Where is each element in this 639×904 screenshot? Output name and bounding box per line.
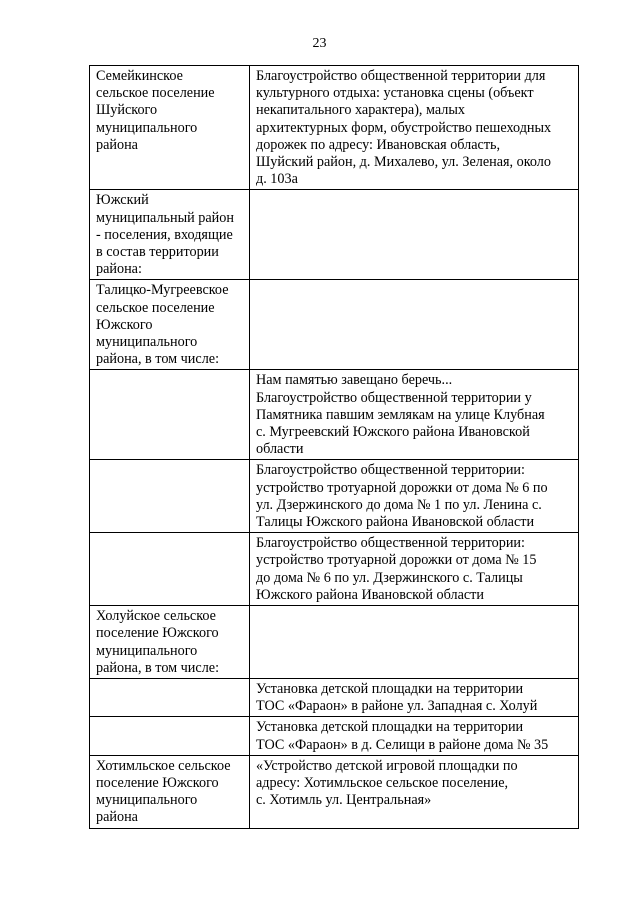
page-number: 23 [312,36,327,51]
settlement-cell [90,717,250,755]
table-row [90,678,579,716]
settlement-cell [90,460,250,533]
settlement-cell: Холуйское сельское поселение Южского муниципального района, в том числе: [90,606,250,679]
table-row [90,370,579,460]
settlement-cell: Талицко-Мугреевское сельское поселение Южского муниципального района, в том числе: [90,280,250,370]
settlement-cell: Хотимльское сельское поселение Южского муниципального района [90,755,250,828]
table-row [90,280,579,370]
table-row [90,190,579,280]
table-row [90,755,579,828]
settlement-cell [90,678,250,716]
project-cell: «Устройство детской игровой площадки по адресу: Хотимльское сельское поселение, с. Хотимль ул. Центральная» [250,755,579,828]
project-cell [250,280,579,370]
project-cell: Установка детской площадки на территории ТОС «Фараон» в д. Селищи в районе дома № 35 [250,717,579,755]
table-row [90,66,579,190]
project-cell: Благоустройство общественной территории: устройство тротуарной дорожки от дома № 15 до дома № 6 по ул. Дзержинского с. Талицы Южского района Ивановской области [250,533,579,606]
settlement-cell [90,370,250,460]
table-row [90,606,579,679]
project-cell: Благоустройство общественной территории: устройство тротуарной дорожки от дома № 6 по ул. Дзержинского до дома № 1 по ул. Ленина с. Талицы Южского района Ивановской области [250,460,579,533]
table-row [90,717,579,755]
project-cell: Благоустройство общественной территории для культурного отдыха: установка сцены (объект некапитального характера), малых архитектурных форм, обустройство пешеходных дорожек по адресу: Ивановская область, Шуйский район, д. Михалево, ул. Зеленая, около д. 103а [250,66,579,190]
project-cell [250,606,579,679]
project-cell: Нам памятью завещано беречь... Благоустройство общественной территории у Памятника павшим землякам на улице Клубная с. Мугреевский Южского района Ивановской области [250,370,579,460]
settlement-cell: Южский муниципальный район - поселения, входящие в состав территории района: [90,190,250,280]
territory-table [89,65,579,829]
settlement-cell [90,533,250,606]
project-cell: Установка детской площадки на территории ТОС «Фараон» в районе ул. Западная с. Холуй [250,678,579,716]
project-cell [250,190,579,280]
table-row [90,460,579,533]
settlement-cell: Семейкинское сельское поселение Шуйского муниципального района [90,66,250,190]
table-row [90,533,579,606]
